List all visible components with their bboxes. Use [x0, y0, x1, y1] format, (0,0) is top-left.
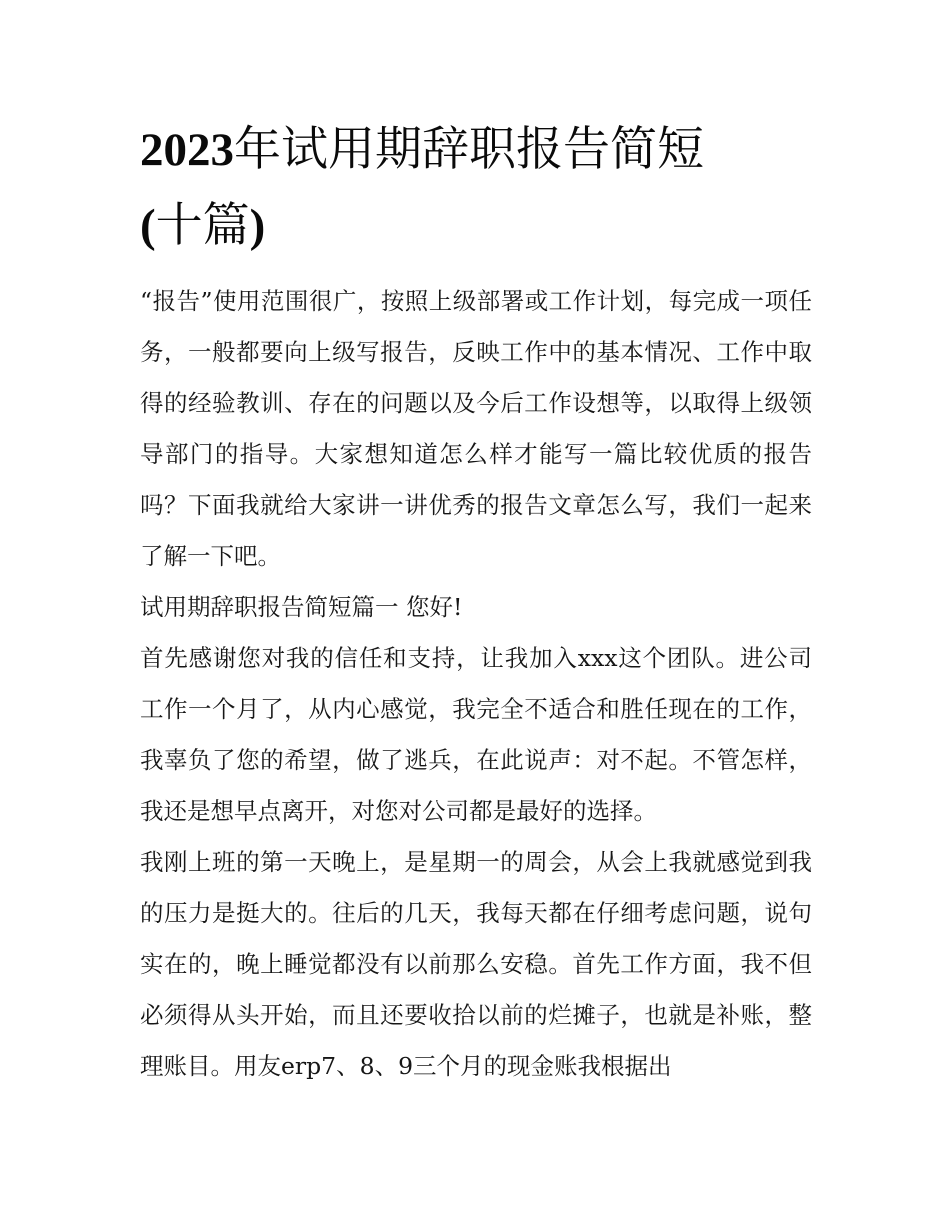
title-main-text: 年试用期辞职报告简短 — [234, 122, 704, 177]
body-paragraph-1: 首先感谢您对我的信任和支持，让我加入xxx这个团队。进公司工作一个月了，从内心感觉，我完全不适合和胜任现在的工作，我辜负了您的希望，做了逃兵，在此说声：对不起。不管怎样，我还是想早点离开，对您对公司都是最好的选择。 — [140, 644, 812, 825]
title-open-paren: ( — [140, 200, 156, 252]
title-year: 2023 — [140, 124, 234, 176]
intro-paragraph: “报告”使用范围很广，按照上级部署或工作计划，每完成一项任务，一般都要向上级写报告，反映工作中的基本情况、工作中取得的经验教训、存在的问题以及今后工作设想等，以取得上级领导部门的指导。大家想知道怎么样才能写一篇比较优质的报告吗？下面我就给大家讲一讲优秀的报告文章怎么写，我们一起来了解一下吧。 — [140, 287, 812, 570]
body-paragraph-2: 我刚上班的第一天晚上，是星期一的周会，从会上我就感觉到我的压力是挺大的。往后的几天，我每天都在仔细考虑问题，说句实在的，晚上睡觉都没有以前那么安稳。首先工作方面，我不但必须得从头开始，而且还要收拾以前的烂摊子，也就是补账，整理账目。用友erp7、8、9三个月的现金账我根据出 — [140, 848, 812, 1080]
document-page — [140, 112, 812, 1092]
title-close-paren: ) — [249, 200, 266, 252]
section-heading: 试用期辞职报告简短篇一 您好! — [140, 593, 463, 621]
document-title — [140, 112, 812, 264]
title-subtitle-text: 十篇 — [155, 198, 250, 253]
